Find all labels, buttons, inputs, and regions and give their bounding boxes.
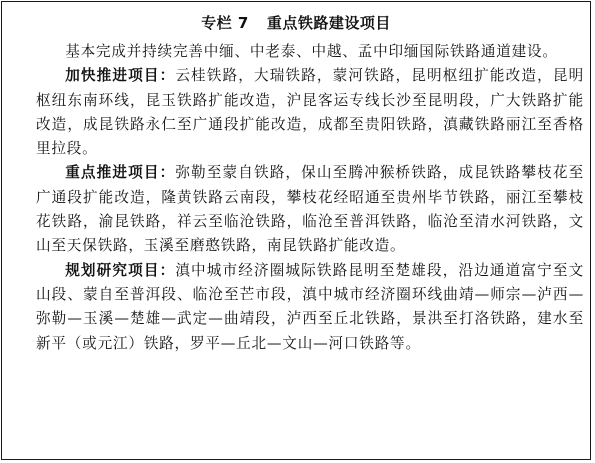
feature-box: [1, 1, 591, 460]
box-heading: 重点铁路建设项目: [266, 14, 391, 32]
intro-paragraph: [36, 40, 584, 64]
key-projects-label: 重点推进项目：: [65, 164, 176, 182]
key-projects-paragraph: [36, 161, 584, 258]
box-title: [2, 12, 590, 33]
planning-projects-text: 滇中城市经济圈城际铁路昆明至楚雄段，沿边通道富宁至文山段、蒙自至普洱段、临沧至芒市段，滇中城市经济圈环线曲靖—师宗—泸西—弥勒—玉溪—楚雄—武定—曲靖段，泸西至丘北铁路，景洪至打洛铁路，建水至新平（或元江）铁路，罗平—丘北—文山—河口铁路等。: [36, 261, 584, 352]
planning-projects-label: 规划研究项目：: [65, 261, 176, 279]
planning-projects-paragraph: [36, 259, 584, 356]
accelerate-projects-label: 加快推进项目：: [65, 67, 176, 85]
accelerate-projects-text: 云桂铁路，大瑞铁路，蒙河铁路，昆明枢纽扩能改造，昆明枢纽东南环线，昆玉铁路扩能改造，沪昆客运专线长沙至昆明段，广大铁路扩能改造，成昆铁路永仁至广通段扩能改造，成都至贵阳铁路，滇藏铁路丽江至香格里拉段。: [36, 67, 584, 158]
accelerate-projects-paragraph: [36, 64, 584, 161]
key-projects-text: 弥勒至蒙自铁路，保山至腾冲猴桥铁路，成昆铁路攀枝花至广通段扩能改造，隆黄铁路云南段，攀枝花经昭通至贵州毕节铁路，丽江至攀枝花铁路，渝昆铁路，祥云至临沧铁路，临沧至普洱铁路，临沧至清水河铁路，文山至天保铁路，玉溪至磨憨铁路，南昆铁路扩能改造。: [36, 164, 584, 255]
intro-text: 基本完成并持续完善中缅、中老泰、中越、孟中印缅国际铁路通道建设。: [65, 43, 558, 60]
box-content: [36, 40, 584, 356]
box-number: 专栏 7: [201, 14, 249, 32]
